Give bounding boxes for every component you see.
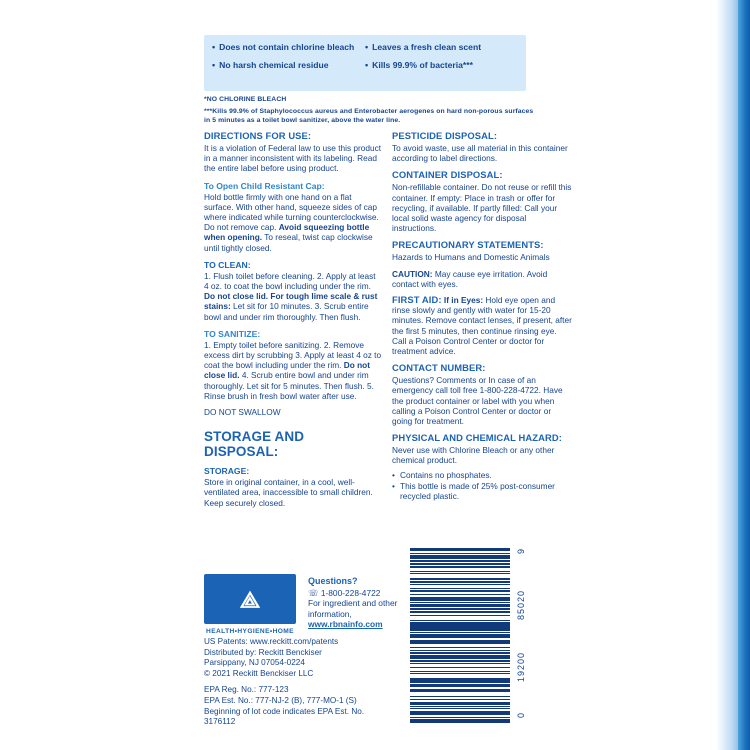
directions-column: [204, 130, 382, 514]
patents-label: US Patents:: [204, 637, 250, 646]
pesticide-disposal-heading: PESTICIDE DISPOSAL:: [392, 130, 498, 141]
brand-tagline: HEALTH•HYGIENE•HOME: [206, 628, 294, 635]
precautionary-text: Hazards to Humans and Domestic Animals: [392, 252, 550, 263]
to-sanitize-bold: Do not close lid.: [204, 360, 371, 381]
lot-number: 3176112: [204, 717, 236, 727]
bullet-dot-icon: •: [365, 42, 369, 52]
first-aid-text: [392, 295, 572, 356]
benefit-text: Does not contain chlorine bleach: [219, 42, 355, 52]
reckitt-logo: [204, 574, 296, 624]
epa-est-no: EPA Est. No.: 777-NJ-2 (B), 777-MO-1 (S): [204, 695, 357, 705]
to-sanitize-part2: 4. Scrub entire bowl and under rim thoroughly. Let sit for 5 minutes. Then flush. 5. Rinse brush in fresh bowl water after use.: [204, 370, 374, 401]
barcode-bars: [410, 548, 510, 724]
benefit-text: Leaves a fresh clean scent: [372, 42, 482, 52]
caution-label: CAUTION:: [392, 268, 433, 279]
storage-text: Store in original container, in a cool, well-ventilated area, inaccessible to small children. Keep securely closed.: [204, 477, 373, 508]
epa-reg-no: EPA Reg. No.: 777-123: [204, 685, 289, 695]
do-not-swallow-text: DO NOT SWALLOW: [204, 407, 281, 418]
benefit-text: No harsh chemical residue: [219, 59, 329, 70]
open-cap-heading: To Open Child Resistant Cap:: [204, 180, 325, 191]
storage-heading: STORAGE:: [204, 466, 250, 477]
environment-bullet-item: • This bottle is made of 25% post-consumer recycled plastic.: [392, 481, 572, 501]
contact-number-heading: CONTACT NUMBER:: [392, 362, 486, 374]
open-cap-bold: Avoid squeezing bottle when opening.: [204, 222, 370, 243]
first-aid-heading: FIRST AID:: [392, 294, 442, 306]
benefit-text: Kills 99.9% of bacteria***: [372, 59, 473, 70]
questions-block: [308, 576, 418, 630]
benefits-callout-box: [204, 35, 526, 91]
benefit-item: [365, 60, 518, 71]
barcode-digit-mid: 85020: [516, 590, 526, 621]
legal-block: [204, 637, 404, 728]
footnote-no-chlorine: *NO CHLORINE BLEACH: [204, 96, 287, 103]
container-disposal-heading: CONTAINER DISPOSAL:: [392, 169, 503, 181]
phone-icon: ☏: [308, 588, 319, 598]
barcode-digit-low: 19200: [516, 652, 526, 683]
directions-heading: DIRECTIONS FOR USE:: [204, 130, 312, 141]
barcode-digit-top: 9: [516, 548, 526, 555]
contact-number-text: Questions? Comments or In case of an emergency call toll free 1-800-228-4722. Have the product container or label with you when calling a Poison Control Center or doctor or going for treatment.: [392, 375, 563, 427]
to-clean-bold: Do not close lid. For tough lime scale & rust stains:: [204, 291, 378, 312]
to-clean-heading: TO CLEAN:: [204, 259, 251, 270]
bullet-dot-icon: •: [212, 42, 216, 52]
hazard-heading: PHYSICAL AND CHEMICAL HAZARD:: [392, 432, 562, 444]
federal-law-text: It is a violation of Federal law to use this product in a manner inconsistent with its labeling. Read the entire label before using product.: [204, 143, 382, 174]
benefits-right-column: [365, 42, 518, 91]
caution-body: May cause eye irritation. Avoid contact with eyes.: [392, 268, 548, 289]
copyright-line: © 2021 Reckitt Benckiser LLC: [204, 668, 314, 678]
questions-phone-line: [308, 588, 418, 598]
footnote-kill-claim: ***Kills 99.9% of Staphylococcus aureus and Enterobacter aerogenes on hard non-porous surfaces in 5 minutes as a toilet bowl sanitizer, above the water line.: [204, 108, 534, 124]
environment-bullets: [392, 470, 572, 502]
lot-code-note: Beginning of lot code indicates EPA Est. No.: [204, 706, 365, 716]
barcode-digits: [512, 548, 526, 724]
pesticide-disposal-text: To avoid waste, use all material in this container according to label directions.: [392, 143, 568, 164]
patents-url[interactable]: www.reckitt.com/patents: [249, 637, 339, 646]
hazard-text: Never use with Chlorine Bleach or any other chemical product.: [392, 445, 555, 466]
to-sanitize-part1: 1. Empty toilet before sanitizing. 2. Remove excess dirt by scrubbing 3. Apply at least 4 oz to coat the bowl including under the rim.: [204, 339, 382, 371]
benefit-item: [212, 60, 365, 71]
bullet-dot-icon: •: [365, 59, 369, 70]
to-clean-part1: 1. Flush toilet before cleaning. 2. Apply at least 4 oz. to coat the bowl including under the rim.: [204, 270, 376, 292]
to-clean-text: [204, 271, 382, 322]
open-cap-text: [204, 192, 382, 253]
barcode-digit-bottom: 0: [516, 712, 526, 719]
questions-info-line1: For ingredient and other: [308, 598, 398, 609]
first-aid-body: Hold eye open and rinse slowly and gently with water for 15-20 minutes. Remove contact lenses, if present, after the first 5 minutes, then continue rinsing eye. Call a Poison Control Center or doctor for treatment advice.: [392, 295, 572, 357]
barcode-block: [410, 548, 526, 724]
company-address: Parsippany, NJ 07054-0224: [204, 658, 305, 668]
barcode-bar: [410, 723, 510, 724]
open-cap-part1: Hold bottle firmly with one hand on a flat surface. With other hand, squeeze sides of cap where indicated while turning counterclockwise. Do not remove cap.: [204, 191, 379, 233]
questions-phone: 1-800-228-4722: [320, 588, 381, 598]
caution-text: [392, 269, 572, 289]
questions-info-line2: information,: [308, 608, 352, 619]
questions-url[interactable]: www.rbnainfo.com: [308, 619, 383, 630]
benefits-left-column: [212, 42, 365, 91]
environment-bullet-item: • Contains no phosphates.: [392, 470, 572, 480]
to-clean-part2: Let sit for 10 minutes. 3. Scrub entire bowl and under rim thoroughly. Then flush.: [204, 301, 369, 322]
container-disposal-text: Non-refillable container. Do not reuse or refill this container. If empty: Place in trash or offer for recycling, if available. If partly filled: Call your local solid waste agency for disposal instructions.: [392, 182, 572, 234]
benefit-item: [212, 42, 365, 53]
to-sanitize-text: [204, 340, 382, 401]
brand-block: [204, 574, 296, 635]
patents-line: [204, 637, 404, 648]
to-sanitize-heading: TO SANITIZE:: [204, 328, 261, 339]
benefit-item: [365, 42, 518, 53]
storage-disposal-heading: STORAGE AND DISPOSAL:: [204, 429, 305, 460]
bottle-edge-dark: [738, 0, 750, 750]
disposal-column: [392, 130, 572, 502]
bullet-dot-icon: •: [212, 59, 216, 70]
open-cap-part2: To reseal, twist cap clockwise until tightly closed.: [204, 232, 373, 253]
first-aid-subheading: If in Eyes:: [441, 295, 484, 306]
reckitt-logo-glyph: ⟁: [239, 586, 261, 613]
distributed-by: Distributed by: Reckitt Benckiser: [204, 647, 322, 657]
precautionary-heading: PRECAUTIONARY STATEMENTS:: [392, 239, 544, 251]
questions-title: Questions?: [308, 576, 358, 586]
